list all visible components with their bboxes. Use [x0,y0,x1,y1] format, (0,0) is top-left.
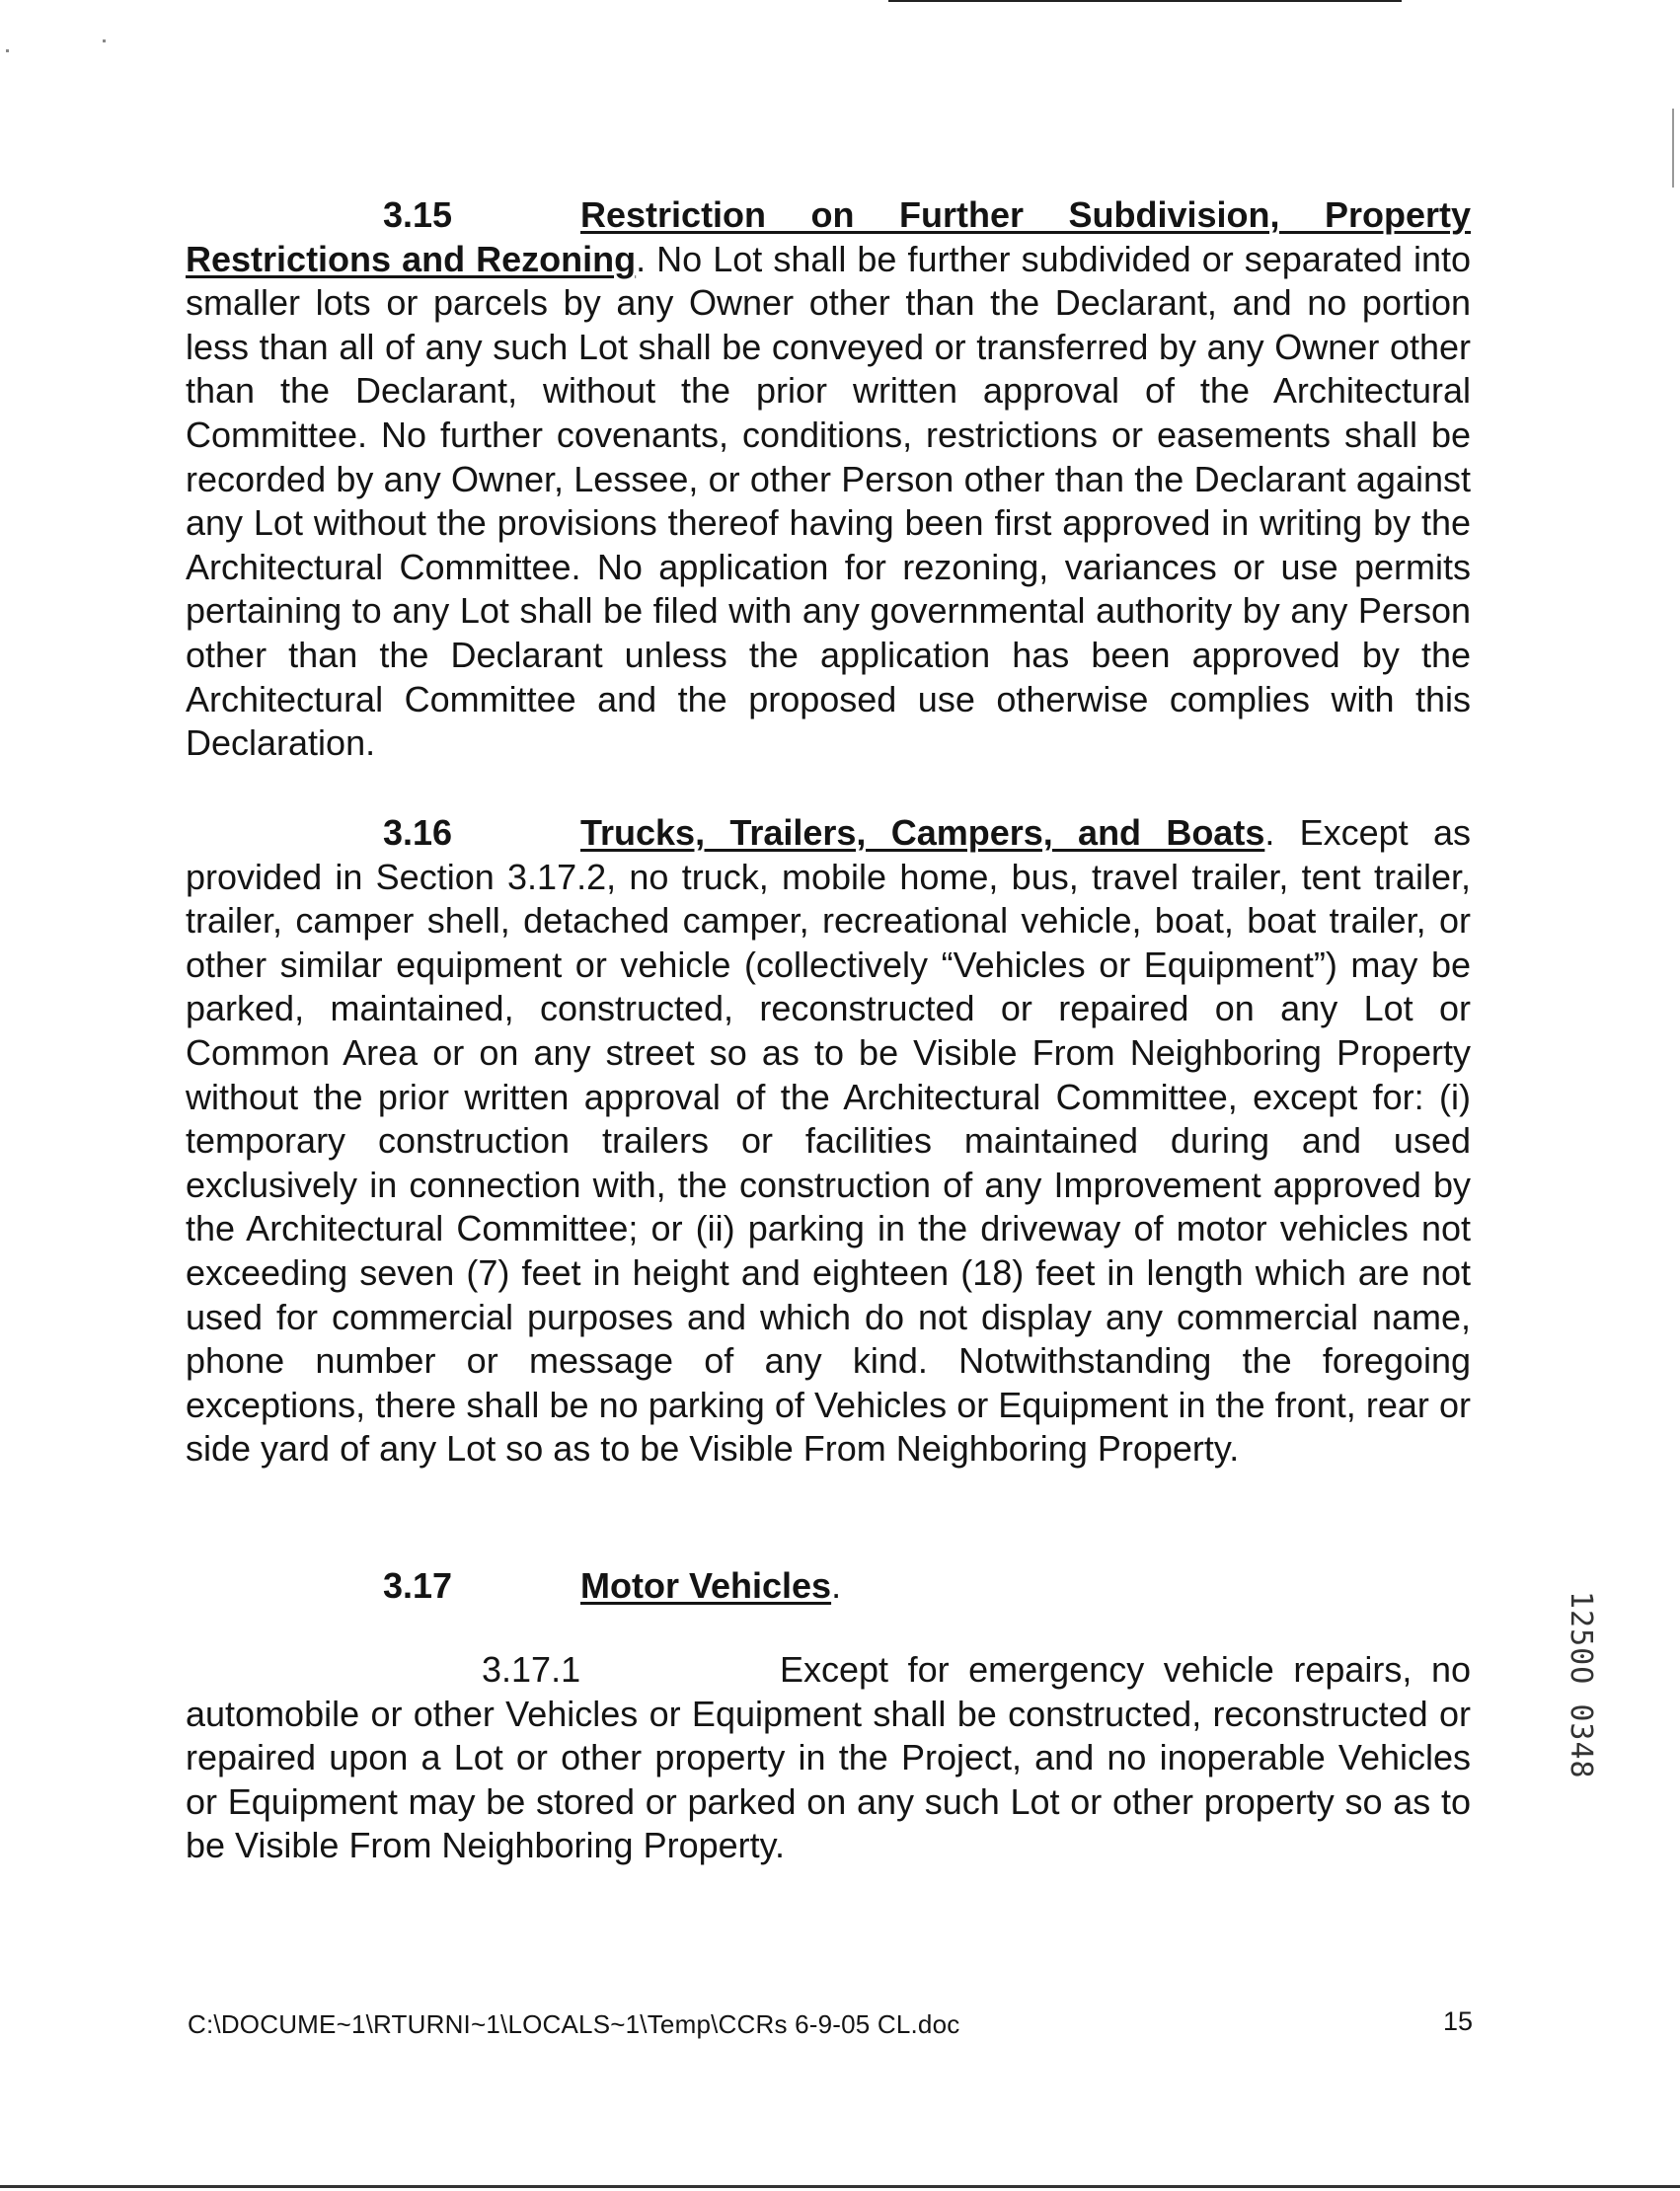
title-period: . [831,1565,842,1606]
section-paragraph [186,193,1471,766]
section-paragraph [186,811,1471,1472]
section-number: 3.16 [383,812,453,853]
subsection-body: Except for emergency vehicle repairs, no automobile or other Vehicles or Equipment shall be constructed, reconstructed or repaired upon a Lot or other property in the Project, and no inoperable Vehicles or Equipment may be stored or parked on any such Lot or other property so as to be Visible From Neighboring Property. [186,1649,1471,1866]
title-period: . [636,238,647,279]
recording-stamp [1564,1591,1615,1848]
section-heading [186,1564,1471,1609]
recording-stamp-text: 1250O 0348 [1564,1591,1598,1779]
section-title: Restriction on Further Subdivision, Property Restrictions and Rezoning [186,194,1471,279]
section-body: Except as provided in Section 3.17.2, no truck, mobile home, bus, travel trailer, tent trailer, trailer, camper shell, detached camper, recreational vehicle, boat, boat trailer, or other similar equipment or vehicle (collectively “Vehicles or Equipment”) may be parked, maintained, constructed, reconstructed or repaired on any Lot or Common Area or on any street so as to be Visible From Neighboring Property without the prior written approval of the Architectural Committee, except for: (i) temporary construction trailers or facilities maintained during and used exclusively in connection with, the construction of any Improvement approved by the Architectural Committee; or (ii) parking in the driveway of motor vehicles not exceeding seven (7) feet in height and eighteen (18) feet in length which are not used for commercial purposes and which do not display any commercial name, phone number or message of any kind. Notwithstanding the foregoing exceptions, there shall be no parking of Vehicles or Equipment in the front, rear or side yard of any Lot so as to be Visible From Neighboring Property. [186,812,1471,1470]
scan-border-right [1672,109,1674,188]
section-3-15 [186,193,1471,766]
scan-speck [103,39,106,42]
page-number: 15 [1443,2006,1474,2036]
section-title: Trucks, Trailers, Campers, and Boats [580,812,1265,853]
subsection-number: 3.17.1 [482,1649,581,1690]
section-3-17 [186,1564,1471,1609]
footer-file-path: C:\DOCUME~1\RTURNI~1\LOCALS~1\Temp\CCRs 6-9-05 CL.doc [188,2009,960,2039]
scan-border-bottom [0,2185,1680,2188]
subsection-paragraph [186,1648,1471,1868]
section-number: 3.17 [383,1565,453,1606]
scan-border-top [888,0,1402,2]
section-3-16 [186,811,1471,1472]
section-body: No Lot shall be further subdivided or separated into smaller lots or parcels by any Owner other than the Declarant, and no portion less than all of any such Lot shall be conveyed or transferred by any Owner other than the Declarant, without the prior written approval of the Architectural Committee. No further covenants, conditions, restrictions or easements shall be recorded by any Owner, Lessee, or other Person other than the Declarant against any Lot without the provisions thereof having been first approved in writing by the Architectural Committee. No application for rezoning, variances or use permits pertaining to any Lot shall be filed with any governmental authority by any Person other than the Declarant unless the application has been approved by the Architectural Committee and the proposed use otherwise complies with this Declaration. [186,238,1471,764]
section-title: Motor Vehicles [580,1565,832,1606]
section-number: 3.15 [383,194,453,235]
title-period: . [1264,812,1275,853]
scan-speck [6,49,9,52]
subsection-3-17-1 [186,1648,1471,1868]
